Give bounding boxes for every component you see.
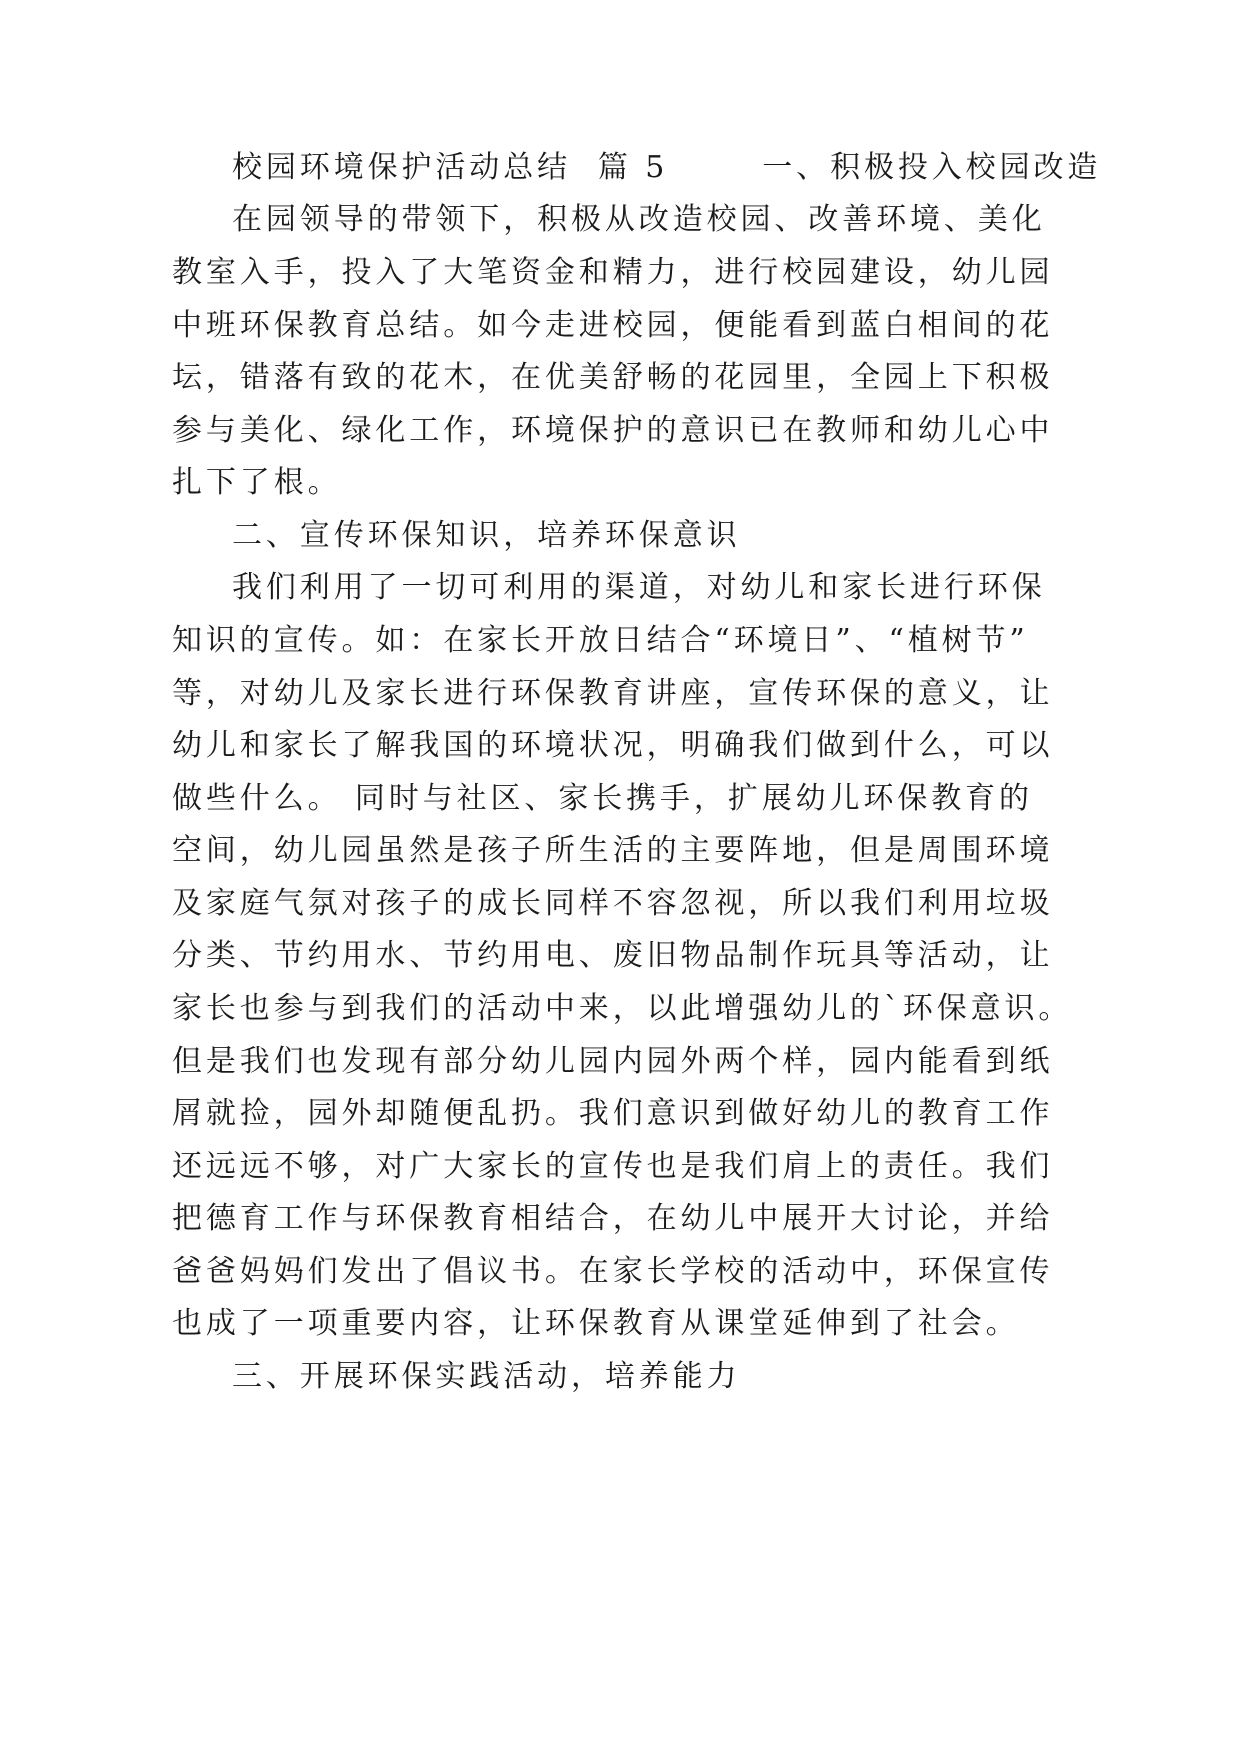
paragraph-line: 我们利用了一切可利用的渠道，对幼儿和家长进行环保 <box>232 570 1046 605</box>
first-point-heading: 一、积极投入校园改造 <box>762 150 1102 185</box>
document-heading-line <box>232 148 1101 188</box>
section-heading: 二、宣传环保知识，培养环保意识 <box>232 518 741 553</box>
paragraph-line: 在园领导的带领下，积极从改造校园、改善环境、美化 <box>232 202 1046 237</box>
paragraph-line: 还远远不够，对广大家长的宣传也是我们肩上的责任。我们 <box>172 1149 1054 1184</box>
document-title: 校园环境保护活动总结 <box>232 150 571 185</box>
paragraph-line: 做些什么。 同时与社区、家长携手，扩展幼儿环保教育的 <box>172 781 1033 816</box>
paragraph-line: 教室入手，投入了大笔资金和精力，进行校园建设，幼儿园 <box>172 255 1054 290</box>
paragraph-line: 分类、节约用水、节约用电、废旧物品制作玩具等活动，让 <box>172 938 1054 973</box>
paragraph-line: 空间，幼儿园虽然是孩子所生活的主要阵地，但是周围环境 <box>172 833 1054 868</box>
paragraph-line: 但是我们也发现有部分幼儿园内园外两个样，园内能看到纸 <box>172 1044 1054 1079</box>
paragraph-line: 爸爸妈妈们发出了倡议书。在家长学校的活动中，环保宣传 <box>172 1254 1054 1289</box>
paragraph-line: 屑就捡，园外却随便乱扔。我们意识到做好幼儿的教育工作 <box>172 1096 1054 1131</box>
paragraph-line: 参与美化、绿化工作，环境保护的意识已在教师和幼儿心中 <box>172 413 1054 448</box>
paragraph-line: 幼儿和家长了解我国的环境状况，明确我们做到什么，可以 <box>172 728 1054 763</box>
paragraph-line: 中班环保教育总结。如今走进校园，便能看到蓝白相间的花 <box>172 308 1054 343</box>
section-heading: 三、开展环保实践活动，培养能力 <box>232 1359 741 1394</box>
paragraph-line: 家长也参与到我们的活动中来，以此增强幼儿的`环保意识。 <box>172 991 1073 1026</box>
paragraph-line: 把德育工作与环保教育相结合，在幼儿中展开大讨论，并给 <box>172 1201 1054 1236</box>
paragraph-line: 知识的宣传。如：在家长开放日结合“环境日”、“植树节” <box>172 623 1029 658</box>
paragraph-line: 等，对幼儿及家长进行环保教育讲座，宣传环保的意义，让 <box>172 676 1054 711</box>
paragraph-line: 及家庭气氛对孩子的成长同样不容忽视，所以我们利用垃圾 <box>172 886 1054 921</box>
paragraph-line: 扎下了根。 <box>172 465 342 500</box>
paragraph-line: 坛，错落有致的花木，在优美舒畅的花园里，全园上下积极 <box>172 360 1054 395</box>
section-label: 篇 5 <box>597 150 669 185</box>
paragraph-line: 也成了一项重要内容，让环保教育从课堂延伸到了社会。 <box>172 1306 1020 1341</box>
